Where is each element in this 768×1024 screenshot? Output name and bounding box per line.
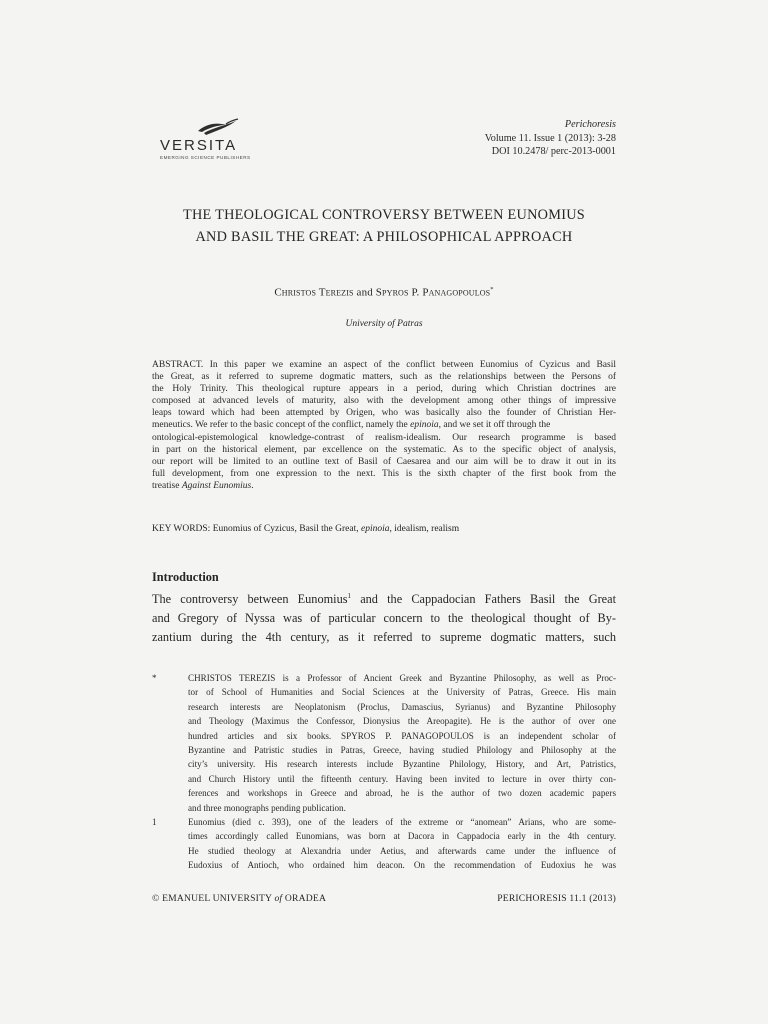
abstract-line (152, 480, 616, 492)
abstract-line: the Holy Trinity. This theological rupture appears in a period, during which Christian doctrines are (152, 384, 616, 395)
body-line-text: The controversy between Eunomius (152, 592, 348, 607)
footer-of: of (274, 893, 283, 904)
author-line (150, 286, 618, 299)
footnote-line: and Theology (Maximus the Confessor, Dionysius the Areopagite). He is the author of over one (188, 716, 616, 727)
body-line: and Gregory of Nyssa was of particular concern to the theological thought of By- (152, 611, 616, 626)
body-line: zantium during the 4th century, as it referred to supreme dogmatic matters, such (152, 630, 616, 645)
publisher-name: VERSITA (160, 137, 238, 154)
footer-text: ORADEA (282, 893, 327, 904)
abstract-line (152, 419, 616, 431)
author-conjunction: and (356, 286, 373, 299)
footnote-line: CHRISTOS TEREZIS is a Professor of Ancient Greek and Byzantine Philosophy, as well as Proc- (188, 673, 616, 683)
abstract-line: ontological-epistemological knowledge-contrast of realism-idealism. Our research programme is based (152, 432, 616, 443)
section-heading-introduction: Introduction (152, 570, 219, 584)
footnote-ref-1: 1 (347, 592, 352, 600)
footnote-line: city’s university. His research interests include Byzantine Philology, History, and Art, Patristics, (188, 759, 616, 770)
abstract-treatise-title: Against Eunomius (181, 480, 252, 491)
footnote-line: Eunomius (died c. 393), one of the leaders of the extreme or “anomean” Arians, who are some- (188, 817, 616, 828)
abstract-line: leaps toward which had been attempted by Origen, who was basically also the founder of Christian Her- (152, 408, 616, 419)
journal-info (485, 118, 616, 159)
footnote-line: research interests are Neoplatonism (Proclus, Damascius, Syrianus) and Byzantine Philosophy (188, 701, 616, 712)
abstract-line: the Great, as it referred to supreme dogmatic matters, such as the relationships between the Persons of (152, 372, 616, 383)
journal-volume: Volume 11. Issue 1 (2013): 3-28 (484, 132, 616, 144)
body-line (152, 587, 616, 609)
copyright-footer (152, 893, 326, 904)
author-footnote-marker: * (490, 286, 494, 293)
abstract-line: full development, from one expression to the next. This is the sixth chapter of the first book from the (152, 468, 616, 479)
footnote-line: ferences and workshops in Greece and abroad, he is the author of two dozen academic papers (188, 788, 616, 799)
footnotes (152, 671, 616, 873)
title-line-1: THE THEOLOGICAL CONTROVERSY BETWEEN EUNOMIUS (182, 207, 585, 223)
footnote-line: Byzantine and Patristic studies in Patras, Greece, having studied Philology and Philosophy at the (188, 745, 616, 756)
keywords-text: Eunomius of Cyzicus, Basil the Great, (212, 524, 361, 534)
journal-citation-footer: PERICHORESIS 11.1 (2013) (497, 893, 616, 904)
title-line-2: AND BASIL THE GREAT: A PHILOSOPHICAL APPROACH (195, 229, 573, 245)
abstract-line-text: meneutics. We refer to the basic concept of the conflict, namely the (152, 420, 411, 431)
footer-text: © EMANUEL UNIVERSITY (152, 893, 275, 904)
abstract-line-text: treatise (152, 480, 182, 491)
publisher-tagline: EMERGING SCIENCE PUBLISHERS (160, 155, 251, 160)
abstract-line: composed at advanced levels of maturity, also with the development among other things of impressive (152, 396, 616, 407)
bird-logo-icon (196, 118, 240, 138)
footnote-1 (152, 815, 616, 873)
keywords (152, 523, 616, 535)
abstract-line-text: . (251, 480, 254, 491)
footnote-line: Eudoxius of Antioch, who ordained him deacon. On the recommendation of Eudoxius he was (188, 860, 616, 871)
abstract-line: our report will be limited to an outline text of Basil of Caesarea and our aim will be to draw it out in its (152, 456, 616, 467)
body-line-text: and the Cappadocian Fathers Basil the Great (351, 592, 616, 607)
abstract-line: ABSTRACT. In this paper we examine an aspect of the conflict between Eunomius of Cyzicus and Basil (152, 360, 616, 370)
abstract-line: in part on the historical element, par excellence on the systematic. As to the specific object of analysis, (152, 444, 616, 455)
footnote-mark: * (152, 673, 157, 683)
introduction-body (152, 587, 616, 647)
keywords-term-epinoia: epinoia (360, 524, 390, 534)
keywords-label: KEY WORDS: (152, 524, 213, 534)
footnote-line: times accordingly called Eunomians, was born at Dacora in Cappadocia early in the 4th century. (188, 831, 616, 842)
footnote-author-bio (152, 671, 616, 815)
author-1: Christos Terezis (274, 286, 354, 299)
footnote-line: hundred articles and six books. SPYROS P. PANAGOPOULOS is an independent scholar of (188, 730, 616, 741)
publisher-logo (160, 118, 252, 162)
abstract-line-text: , and we set it off through the (438, 420, 551, 431)
article-title (150, 204, 618, 248)
author-2: Spyros P. Panagopoulos (375, 286, 491, 299)
footnote-mark: 1 (152, 817, 157, 828)
journal-doi: DOI 10.2478/ perc-2013-0001 (491, 146, 616, 157)
footnote-line: tor of School of Humanities and Social Sciences at the University of Patras, Greece. His main (188, 687, 616, 698)
author-affiliation: University of Patras (345, 319, 423, 329)
journal-name: Perichoresis (564, 119, 616, 130)
footnote-line: and Church History until the fifteenth century. Having been invited to lecture in over thirty con- (188, 773, 616, 784)
abstract-term-epinoia: epinoia (410, 420, 439, 431)
abstract (152, 359, 616, 492)
footnote-line: and three monographs pending publication. (188, 802, 346, 813)
footnote-line: He studied theology at Alexandria under Aetius, and afterwards came under the influence of (188, 845, 616, 856)
keywords-text: , idealism, realism (389, 524, 460, 534)
